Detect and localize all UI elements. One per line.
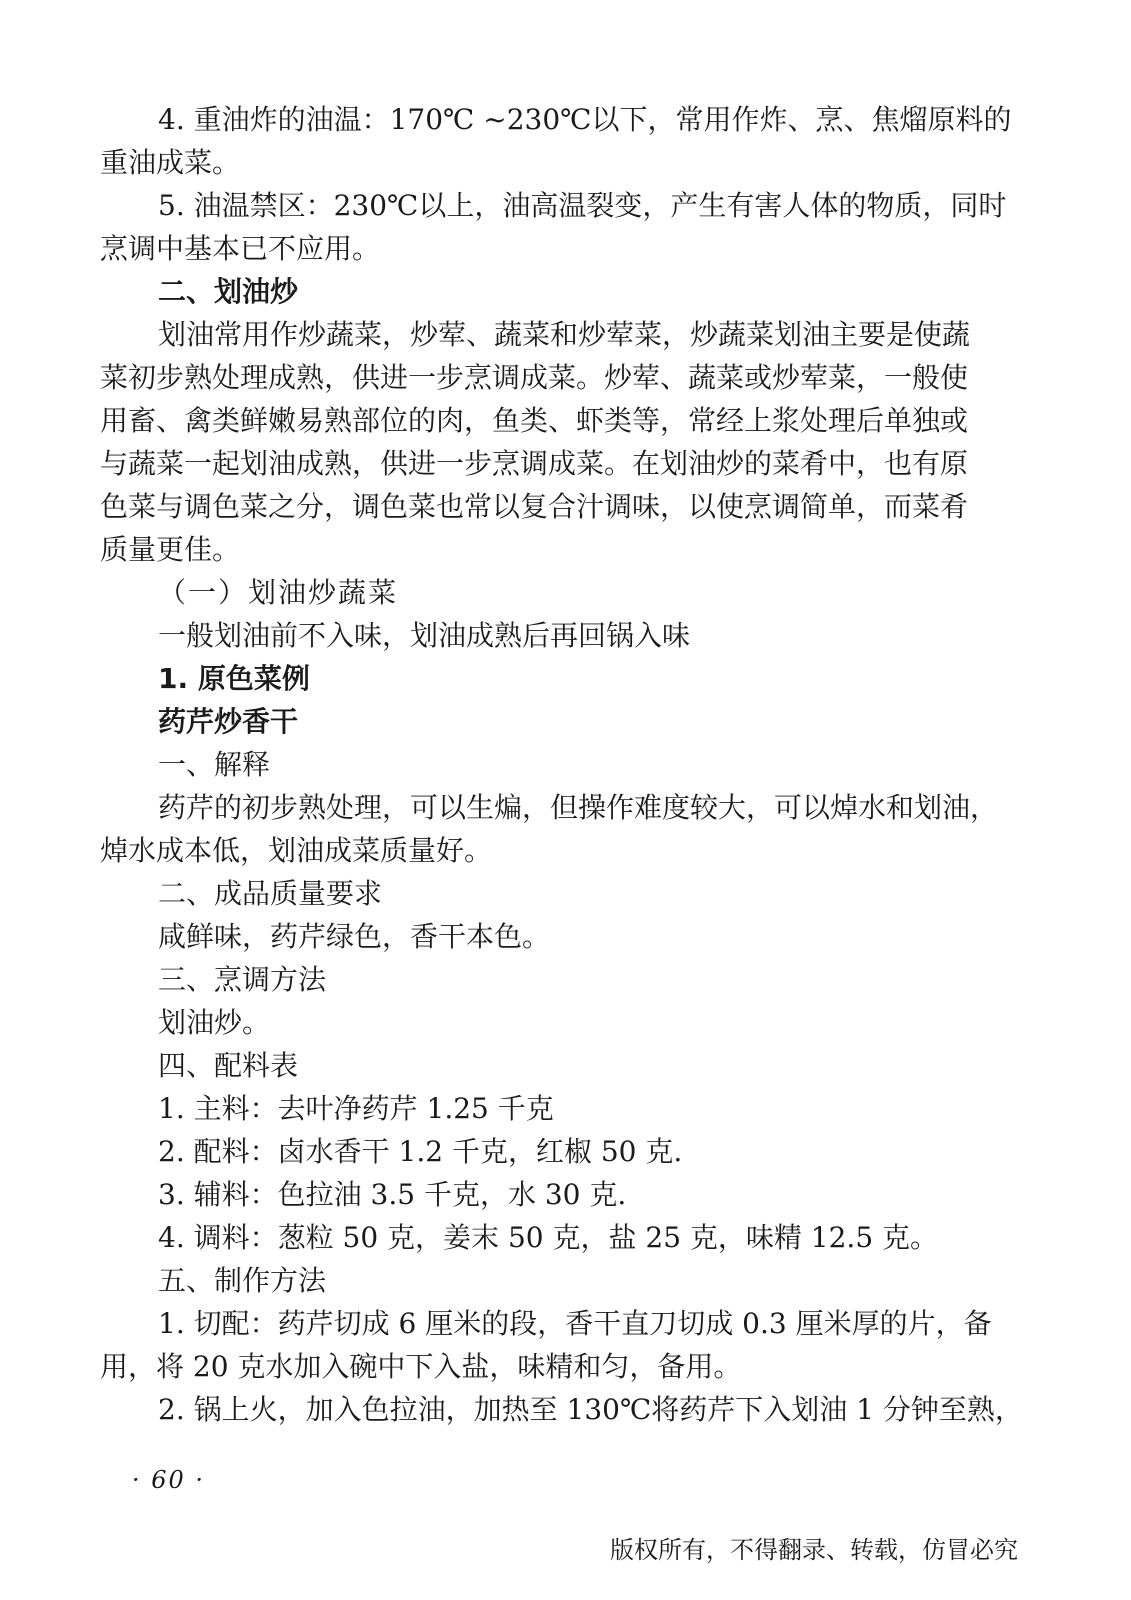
text-line: 一般划油前不入味，划油成熟后再回锅入味	[158, 619, 691, 652]
text-line: 三、烹调方法	[158, 963, 327, 996]
text-line: 与蔬菜一起划油成熟，供进一步烹调成菜。在划油炒的菜肴中，也有原	[100, 447, 969, 480]
text-line: 烹调中基本已不应用。	[100, 232, 381, 265]
text-line: 质量更佳。	[100, 533, 241, 566]
text-line: 1. 切配：药芹切成 6 厘米的段，香干直刀切成 0.3 厘米厚的片，备	[158, 1307, 992, 1340]
page-body	[100, 98, 1033, 1431]
text-line: 焯水成本低，划油成菜质量好。	[100, 834, 493, 867]
text-line: 重油成菜。	[100, 146, 241, 179]
text-line: 药芹的初步熟处理，可以生煸，但操作难度较大，可以焯水和划油，	[158, 791, 999, 824]
text-line: 划油常用作炒蔬菜，炒荤、蔬菜和炒荤菜，炒蔬菜划油主要是使蔬	[158, 318, 971, 351]
copyright-footer: 版权所有，不得翻录、转载，仿冒必究	[610, 1536, 1018, 1564]
text-line: 咸鲜味，药芹绿色，香干本色。	[158, 920, 551, 953]
text-line: 用畜、禽类鲜嫩易熟部位的肉，鱼类、虾类等，常经上浆处理后单独或	[100, 404, 969, 437]
text-line: 5. 油温禁区：230℃以上，油高温裂变，产生有害人体的物质，同时	[158, 189, 1007, 222]
text-line: 4. 重油炸的油温：170℃ ~230℃以下，常用作炸、烹、焦熘原料的	[158, 103, 1012, 136]
text-line: 四、配料表	[158, 1049, 299, 1082]
text-line: 色菜与调色菜之分，调色菜也常以复合汁调味，以使烹调简单，而菜肴	[100, 490, 969, 523]
text-line: 4. 调料：葱粒 50 克，姜末 50 克，盐 25 克，味精 12.5 克。	[158, 1221, 939, 1254]
text-line: 3. 辅料：色拉油 3.5 千克，水 30 克.	[158, 1178, 627, 1211]
text-line: 2. 锅上火，加入色拉油，加热至 130℃将药芹下入划油 1 分钟至熟，	[158, 1393, 1023, 1426]
text-line: 用，将 20 克水加入碗中下入盐，味精和匀，备用。	[100, 1350, 742, 1383]
heading-line: 二、划油炒	[158, 275, 299, 308]
text-line: 五、制作方法	[158, 1264, 327, 1297]
text-line: 菜初步熟处理成熟，供进一步烹调成菜。炒荤、蔬菜或炒荤菜，一般使	[100, 361, 969, 394]
text-line: 划油炒。	[158, 1006, 271, 1039]
text-line: 二、成品质量要求	[158, 877, 383, 910]
text-line: 一、解释	[158, 748, 271, 781]
text-line: （一）划油炒蔬菜	[158, 576, 399, 609]
text-line: 1. 主料：去叶净药芹 1.25 千克	[158, 1092, 554, 1125]
heading-line: 1. 原色菜例	[158, 662, 310, 695]
page-number: · 60 ·	[132, 1466, 206, 1494]
text-line: 2. 配料：卤水香干 1.2 千克，红椒 50 克.	[158, 1135, 683, 1168]
heading-line: 药芹炒香干	[158, 705, 299, 738]
